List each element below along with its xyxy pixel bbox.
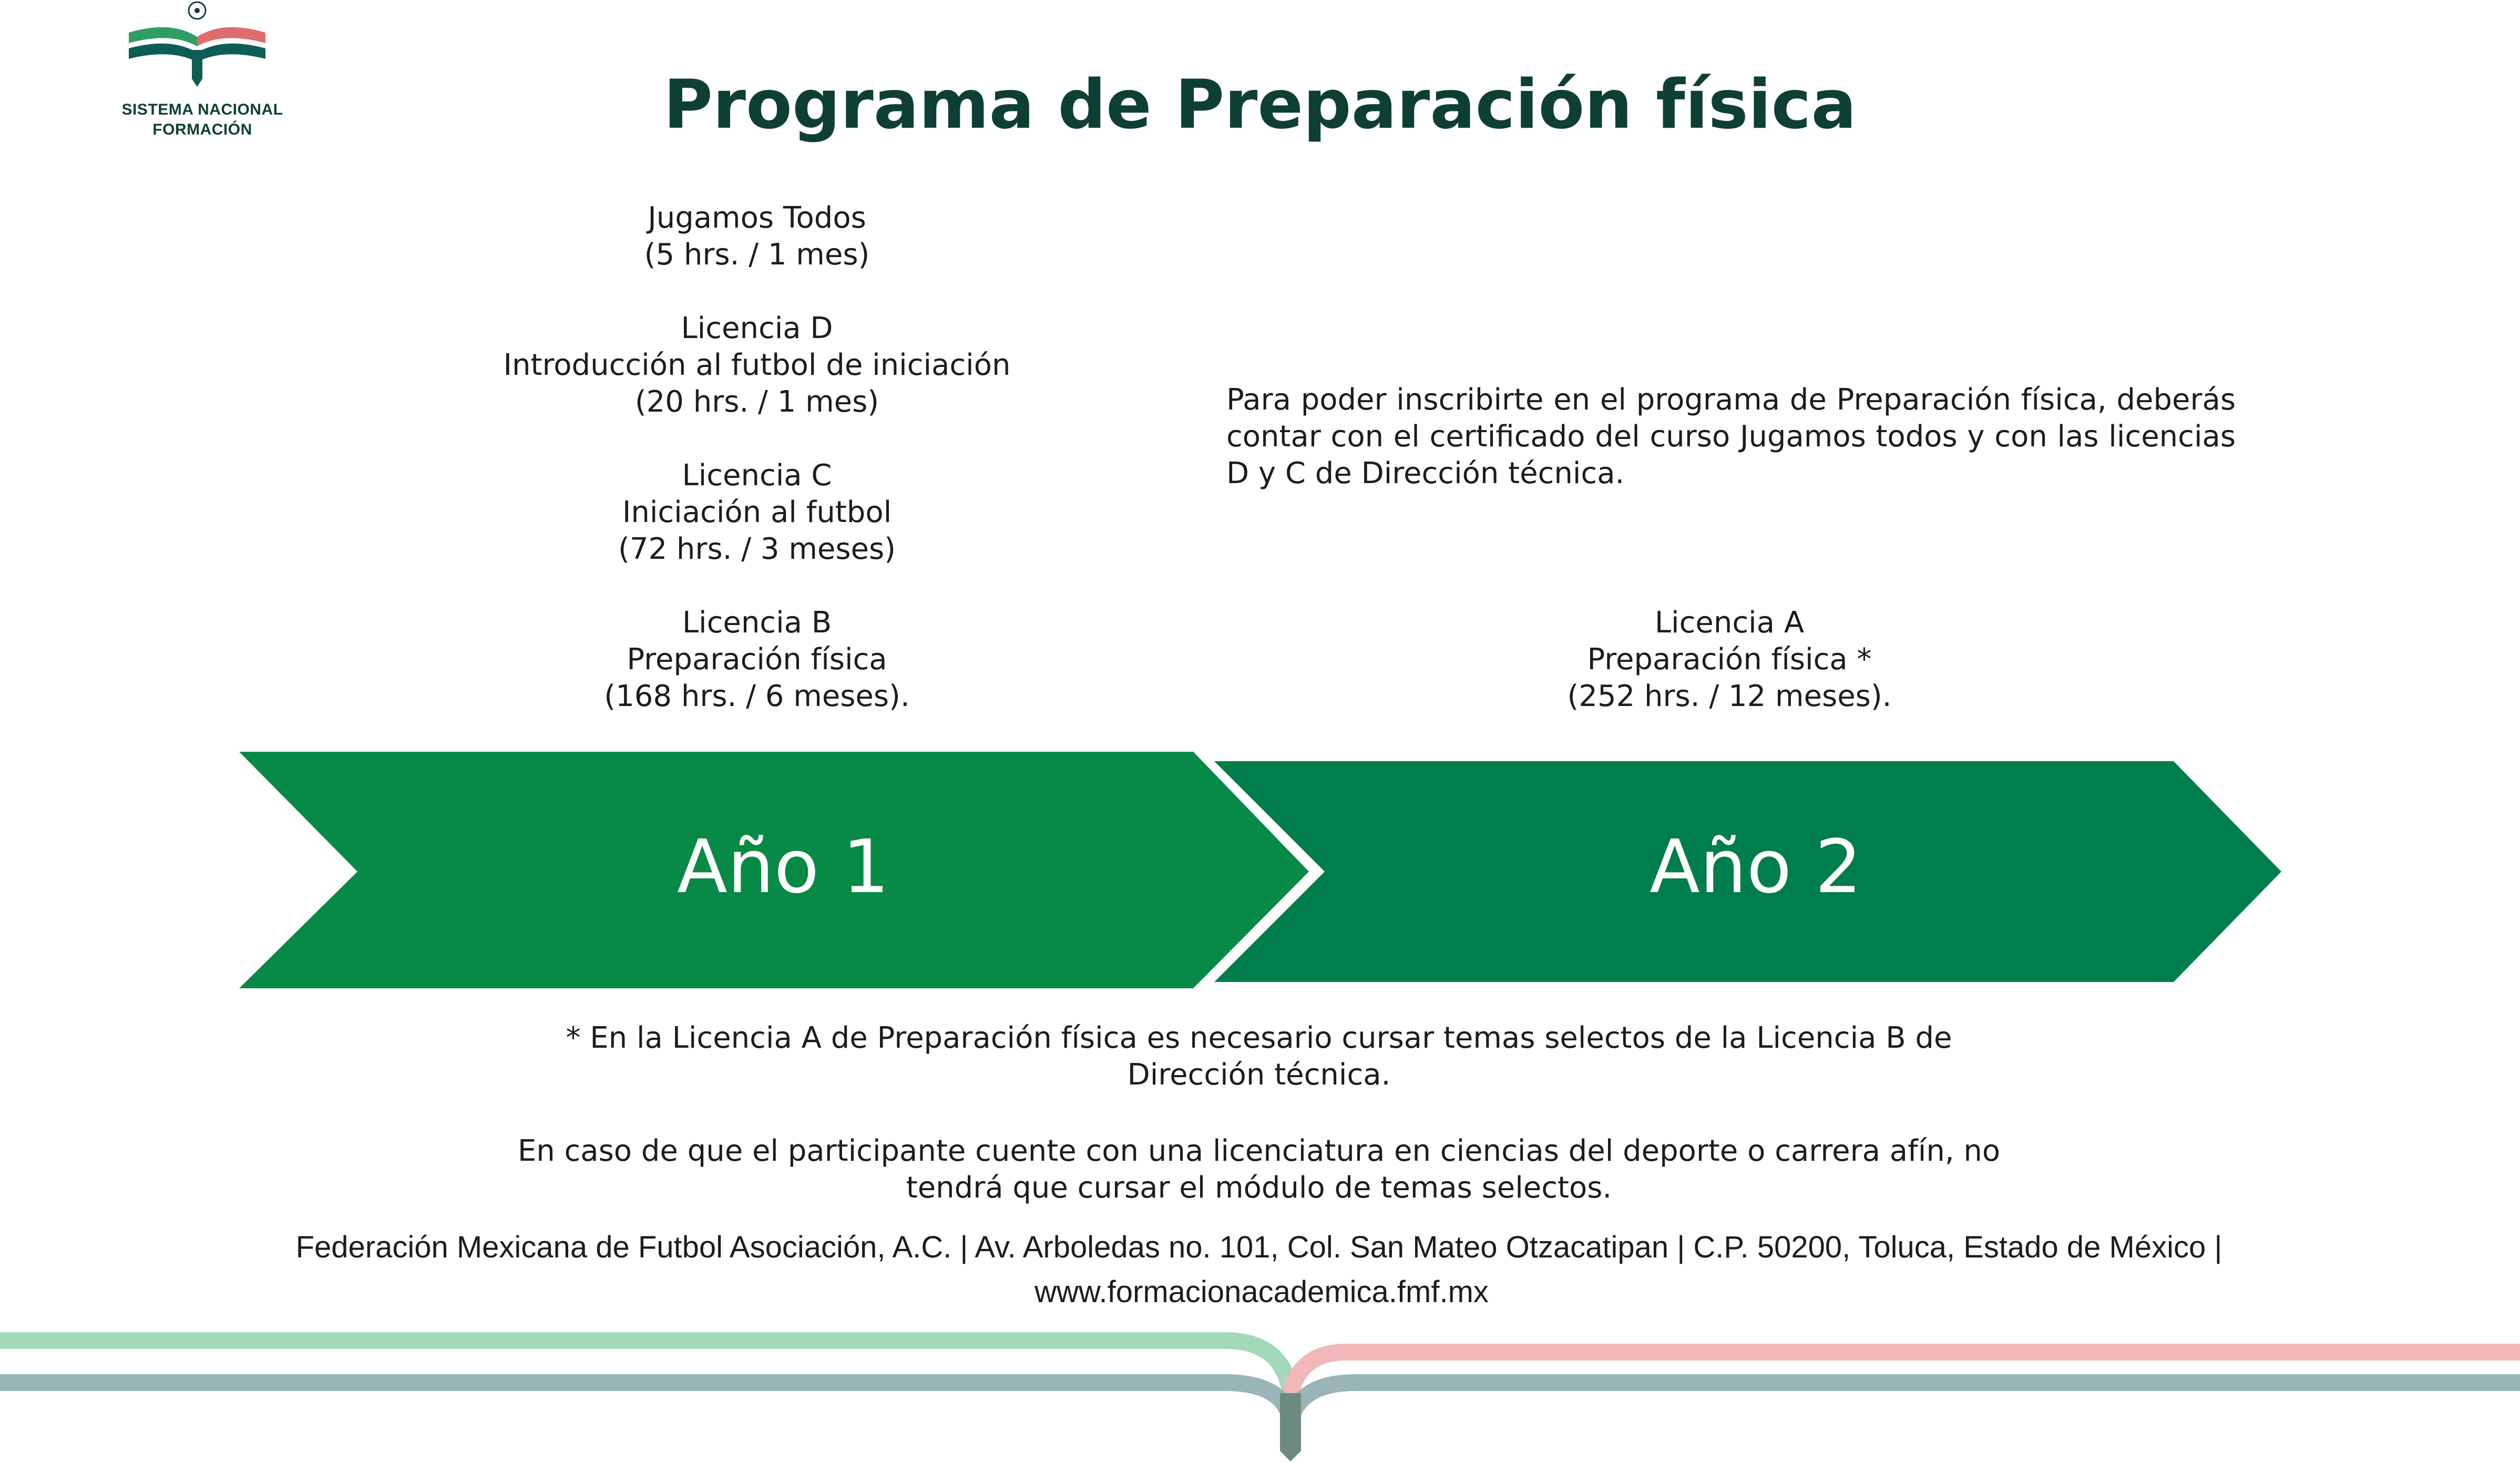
- course-duration: (72 hrs. / 3 meses): [618, 532, 896, 566]
- year1-label: Año 1: [677, 824, 889, 910]
- band-grey-right: [1290, 1383, 2520, 1419]
- course-duration: (168 hrs. / 6 meses).: [604, 679, 910, 713]
- page-title: Programa de Preparación física: [663, 66, 1857, 144]
- course-subtitle: Iniciación al futbol: [622, 495, 892, 529]
- course-name: Licencia D: [681, 311, 833, 345]
- logo-line-1: SISTEMA NACIONAL: [121, 101, 283, 118]
- year2-requirement-note: Para poder inscribirte en el programa de Preparación física, deberás contar con el certificado del curso Jugamos todos y con las licencias D y C de Dirección técnica.: [1226, 383, 2236, 490]
- footer-website-link[interactable]: www.formacionacademica.fmf.mx: [1034, 1275, 1489, 1309]
- course-subtitle: Introducción al futbol de iniciación: [503, 348, 1011, 382]
- waiver-note: [368, 1133, 2150, 1206]
- logo-line-2: FORMACIÓN: [152, 121, 252, 138]
- waiver-line-2: tendrá que cursar el módulo de temas selectos.: [906, 1171, 1612, 1205]
- course-duration: (5 hrs. / 1 mes): [644, 238, 870, 272]
- course-name: Licencia C: [682, 458, 832, 493]
- course-name: Licencia B: [682, 606, 832, 640]
- band-grey-left: [0, 1383, 1290, 1419]
- course-subtitle: Preparación física *: [1587, 642, 1872, 677]
- footer-address: Federación Mexicana de Futbol Asociación, A.C. | Av. Arboledas no. 101, Col. San Mateo Otzacatipan | C.P. 50200, Toluca, Estado de México |: [295, 1230, 2222, 1264]
- course-duration: (252 hrs. / 12 meses).: [1567, 679, 1892, 713]
- footnote-line-1: * En la Licencia A de Preparación física es necesario cursar temas selectos de la Licencia B de: [566, 1021, 1952, 1055]
- year2-label: Año 2: [1650, 824, 1862, 910]
- course-duration: (20 hrs. / 1 mes): [634, 385, 879, 419]
- course-name: Licencia A: [1654, 606, 1805, 640]
- footnote-licencia-a: [421, 1020, 2097, 1093]
- decorative-bands: [0, 1314, 2520, 1463]
- course-name: Jugamos Todos: [648, 201, 866, 235]
- band-spine: [1280, 1393, 1301, 1461]
- footnote-line-2: Dirección técnica.: [1127, 1058, 1391, 1092]
- waiver-line-1: En caso de que el participante cuente con una licenciatura en ciencias del deporte o carrera afín, no: [517, 1134, 2001, 1168]
- course-subtitle: Preparación física: [627, 642, 887, 677]
